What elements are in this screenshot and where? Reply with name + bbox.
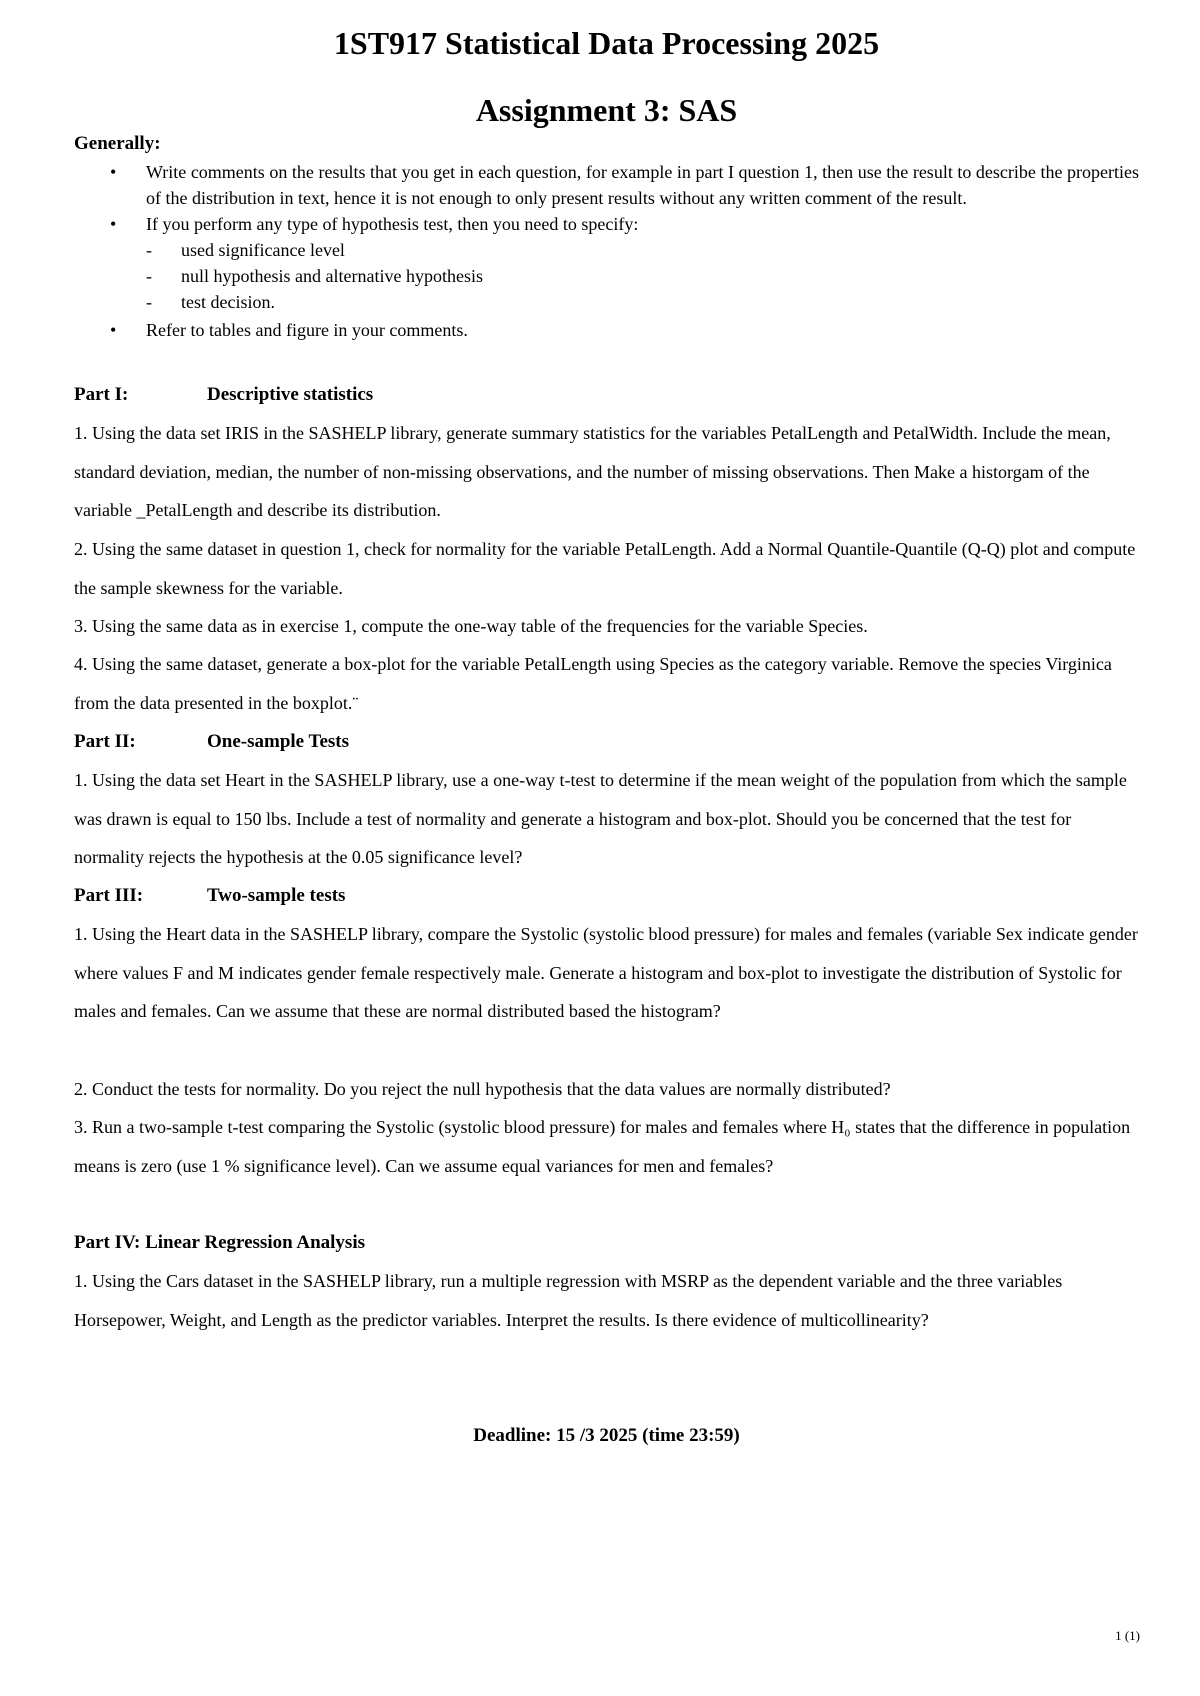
part4-heading: Part IV: Linear Regression Analysis bbox=[74, 1232, 366, 1253]
part3-heading bbox=[74, 885, 345, 907]
bullet-text: Refer to tables and figure in your comments. bbox=[146, 320, 468, 340]
part2-title: One-sample Tests bbox=[207, 731, 349, 752]
part3-question-1: 1. Using the Heart data in the SASHELP library, compare the Systolic (systolic blood pressure) for males and females (variable Sex indicate gender where values F and M indicates gender female respectively male. Generate a histogram and box-plot to investigate the distribution of Systolic for males and females. Can we assume that these are normal distributed based the histogram? bbox=[74, 924, 1138, 1021]
part1-question-3: 3. Using the same data as in exercise 1, compute the one-way table of the frequencies for the variable Species. bbox=[74, 616, 868, 636]
sub-list-item bbox=[146, 289, 1139, 315]
part4-question-1: 1. Using the Cars dataset in the SASHELP library, run a multiple regression with MSRP as the dependent variable and the three variables Horsepower, Weight, and Length as the predictor variables. Interpret the results. Is there evidence of multicollinearity? bbox=[74, 1271, 1063, 1330]
bullet-icon: • bbox=[110, 320, 117, 340]
part1-question-4: 4. Using the same dataset, generate a box-plot for the variable PetalLength using Species as the category variable. Remove the species Virginica from the data presented in the boxplot.¨ bbox=[74, 654, 1112, 713]
general-instructions-list bbox=[74, 159, 1139, 343]
list-item bbox=[74, 159, 1139, 211]
document-subtitle: Assignment 3: SAS bbox=[475, 92, 738, 128]
sub-item-text: test decision. bbox=[181, 292, 275, 312]
part1-heading bbox=[74, 384, 373, 406]
part3-question-3: 3. Run a two-sample t-test comparing the Systolic (systolic blood pressure) for males and females where H₀ states that the difference in population means is zero (use 1 % significance level). Can we assume equal variances for men and females? bbox=[74, 1117, 1131, 1176]
bullet-text: Write comments on the results that you get in each question, for example in part I question 1, then use the result to describe the properties of the distribution in text, hence it is not enough to only present results without any written comment of the result. bbox=[146, 162, 1139, 208]
page-number: 1 (1) bbox=[1115, 1628, 1140, 1643]
bullet-icon: • bbox=[110, 162, 117, 182]
part2-heading bbox=[74, 731, 349, 753]
document-title: 1ST917 Statistical Data Processing 2025 bbox=[333, 25, 880, 61]
generally-heading: Generally: bbox=[74, 133, 161, 154]
list-item bbox=[74, 211, 1139, 237]
part1-question-2: 2. Using the same dataset in question 1, check for normality for the variable PetalLength. Add a Normal Quantile-Quantile (Q-Q) plot and compute the sample skewness for the variable. bbox=[74, 539, 1136, 598]
sub-list-item bbox=[146, 263, 1139, 289]
sub-item-text: used significance level bbox=[181, 240, 345, 260]
sub-list-item bbox=[146, 237, 1139, 263]
sub-item-text: null hypothesis and alternative hypothesis bbox=[181, 266, 483, 286]
part2-question-1: 1. Using the data set Heart in the SASHELP library, use a one-way t-test to determine if the mean weight of the population from which the sample was drawn is equal to 150 lbs. Include a test of normality and generate a histogram and box-plot. Should you be concerned that the test for normality rejects the hypothesis at the 0.05 significance level? bbox=[74, 770, 1127, 867]
dash-icon: - bbox=[146, 240, 152, 260]
part3-title: Two-sample tests bbox=[207, 885, 346, 906]
part3-label: Part III: bbox=[74, 885, 144, 906]
part1-title: Descriptive statistics bbox=[207, 384, 374, 405]
part1-label: Part I: bbox=[74, 384, 129, 405]
part2-label: Part II: bbox=[74, 731, 136, 752]
deadline-text: Deadline: 15 /3 2025 (time 23:59) bbox=[473, 1425, 740, 1446]
list-item bbox=[74, 317, 1139, 343]
hypothesis-sublist bbox=[74, 237, 1139, 315]
bullet-text: If you perform any type of hypothesis test, then you need to specify: bbox=[146, 214, 639, 234]
part1-question-1: 1. Using the data set IRIS in the SASHELP library, generate summary statistics for the variables PetalLength and PetalWidth. Include the mean, standard deviation, median, the number of non-missing observations, and the number of missing observations. Then Make a historgam of the variable _PetalLength and describe its distribution. bbox=[74, 423, 1111, 520]
bullet-icon: • bbox=[110, 214, 117, 234]
dash-icon: - bbox=[146, 266, 152, 286]
dash-icon: - bbox=[146, 292, 152, 312]
part3-question-2: 2. Conduct the tests for normality. Do you reject the null hypothesis that the data values are normally distributed? bbox=[74, 1079, 891, 1099]
